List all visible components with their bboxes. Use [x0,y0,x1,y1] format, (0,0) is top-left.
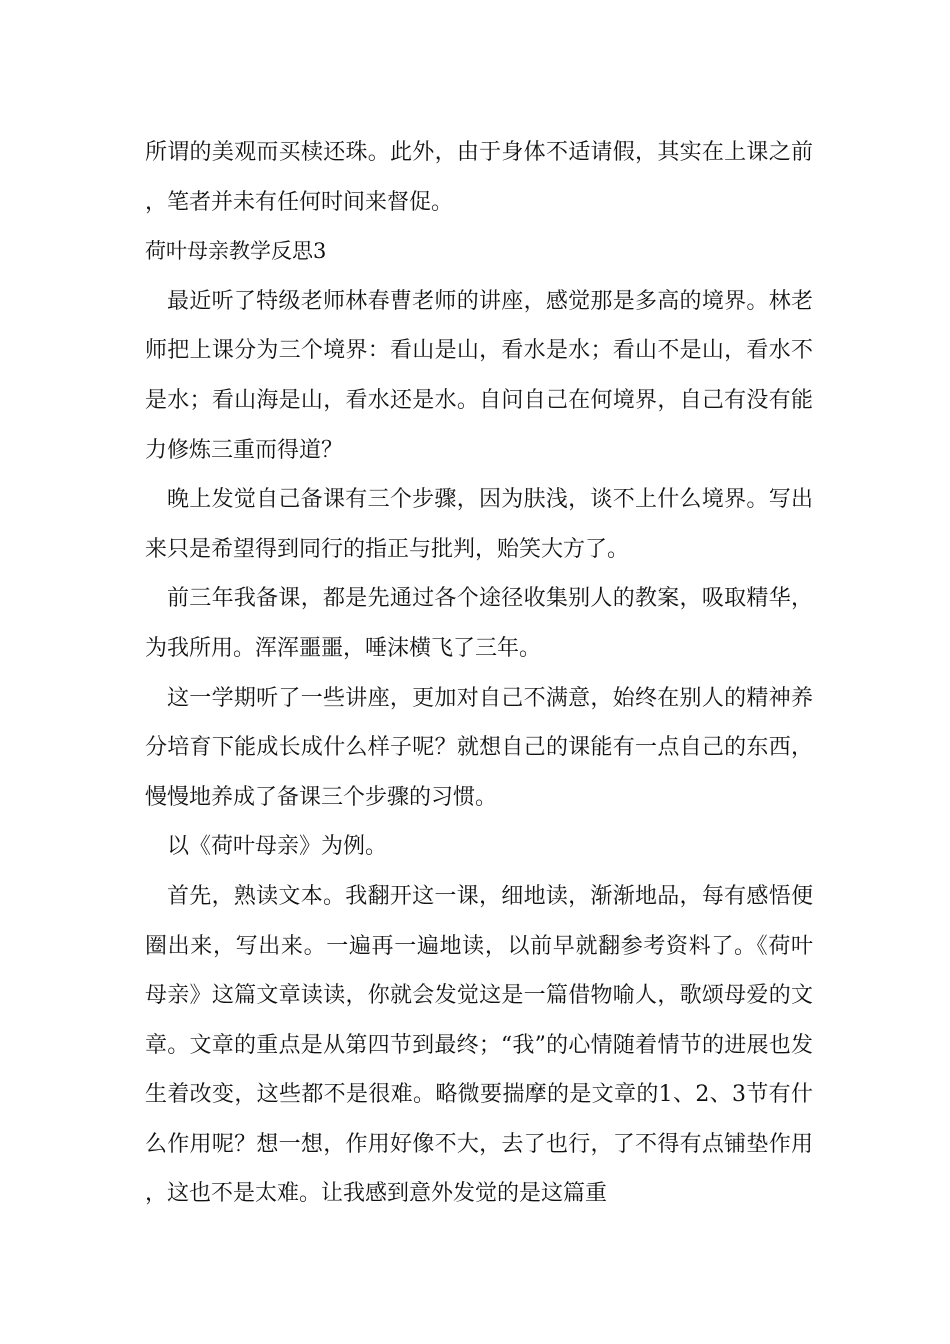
paragraph-4: 晚上发觉自己备课有三个步骤，因为肤浅，谈不上什么境界。写出来只是希望得到同行的指正与批判，贻笑大方了。 [145,487,813,562]
paragraph-7: 以《荷叶母亲》为例。 [167,834,388,860]
paragraph-3: 最近听了特级老师林春曹老师的讲座，感觉那是多高的境界。林老师把上课分为三个境界：看山是山，看水是水；看山不是山，看水不是水；看山海是山，看水还是水。自问自己在何境界，自己有没有能力修炼三重而得道？ [145,288,813,463]
paragraph-8: 首先，熟读文本。我翻开这一课，细地读，渐渐地品，每有感悟便圈出来，写出来。一遍再一遍地读，以前早就翻参考资料了。《荷叶母亲》这篇文章读读，你就会发觉这是一篇借物喻人，歌颂母爱的文章。文章的重点是从第四节到最终；“我”的心情随着情节的进展也发生着改变，这些都不是很难。略微要揣摩的是文章的1、2、3节有什么作用呢？想一想，作用好像不大，去了也行，了不得有点铺垫作用，这也不是太难。让我感到意外发觉的是这篇重 [145,883,813,1207]
section-heading: 荷叶母亲教学反思3 [145,239,327,264]
document-page [145,128,813,1219]
paragraph-6: 这一学期听了一些讲座，更加对自己不满意，始终在别人的精神养分培育下能成长成什么样子呢？就想自己的课能有一点自己的东西，慢慢地养成了备课三个步骤的习惯。 [145,685,813,810]
paragraph-1: 所谓的美观而买椟还珠。此外，由于身体不适请假，其实在上课之前，笔者并未有任何时间来督促。 [145,140,813,215]
paragraph-5: 前三年我备课，都是先通过各个途径收集别人的教案，吸取精华，为我所用。浑浑噩噩，唾沫横飞了三年。 [145,586,813,661]
